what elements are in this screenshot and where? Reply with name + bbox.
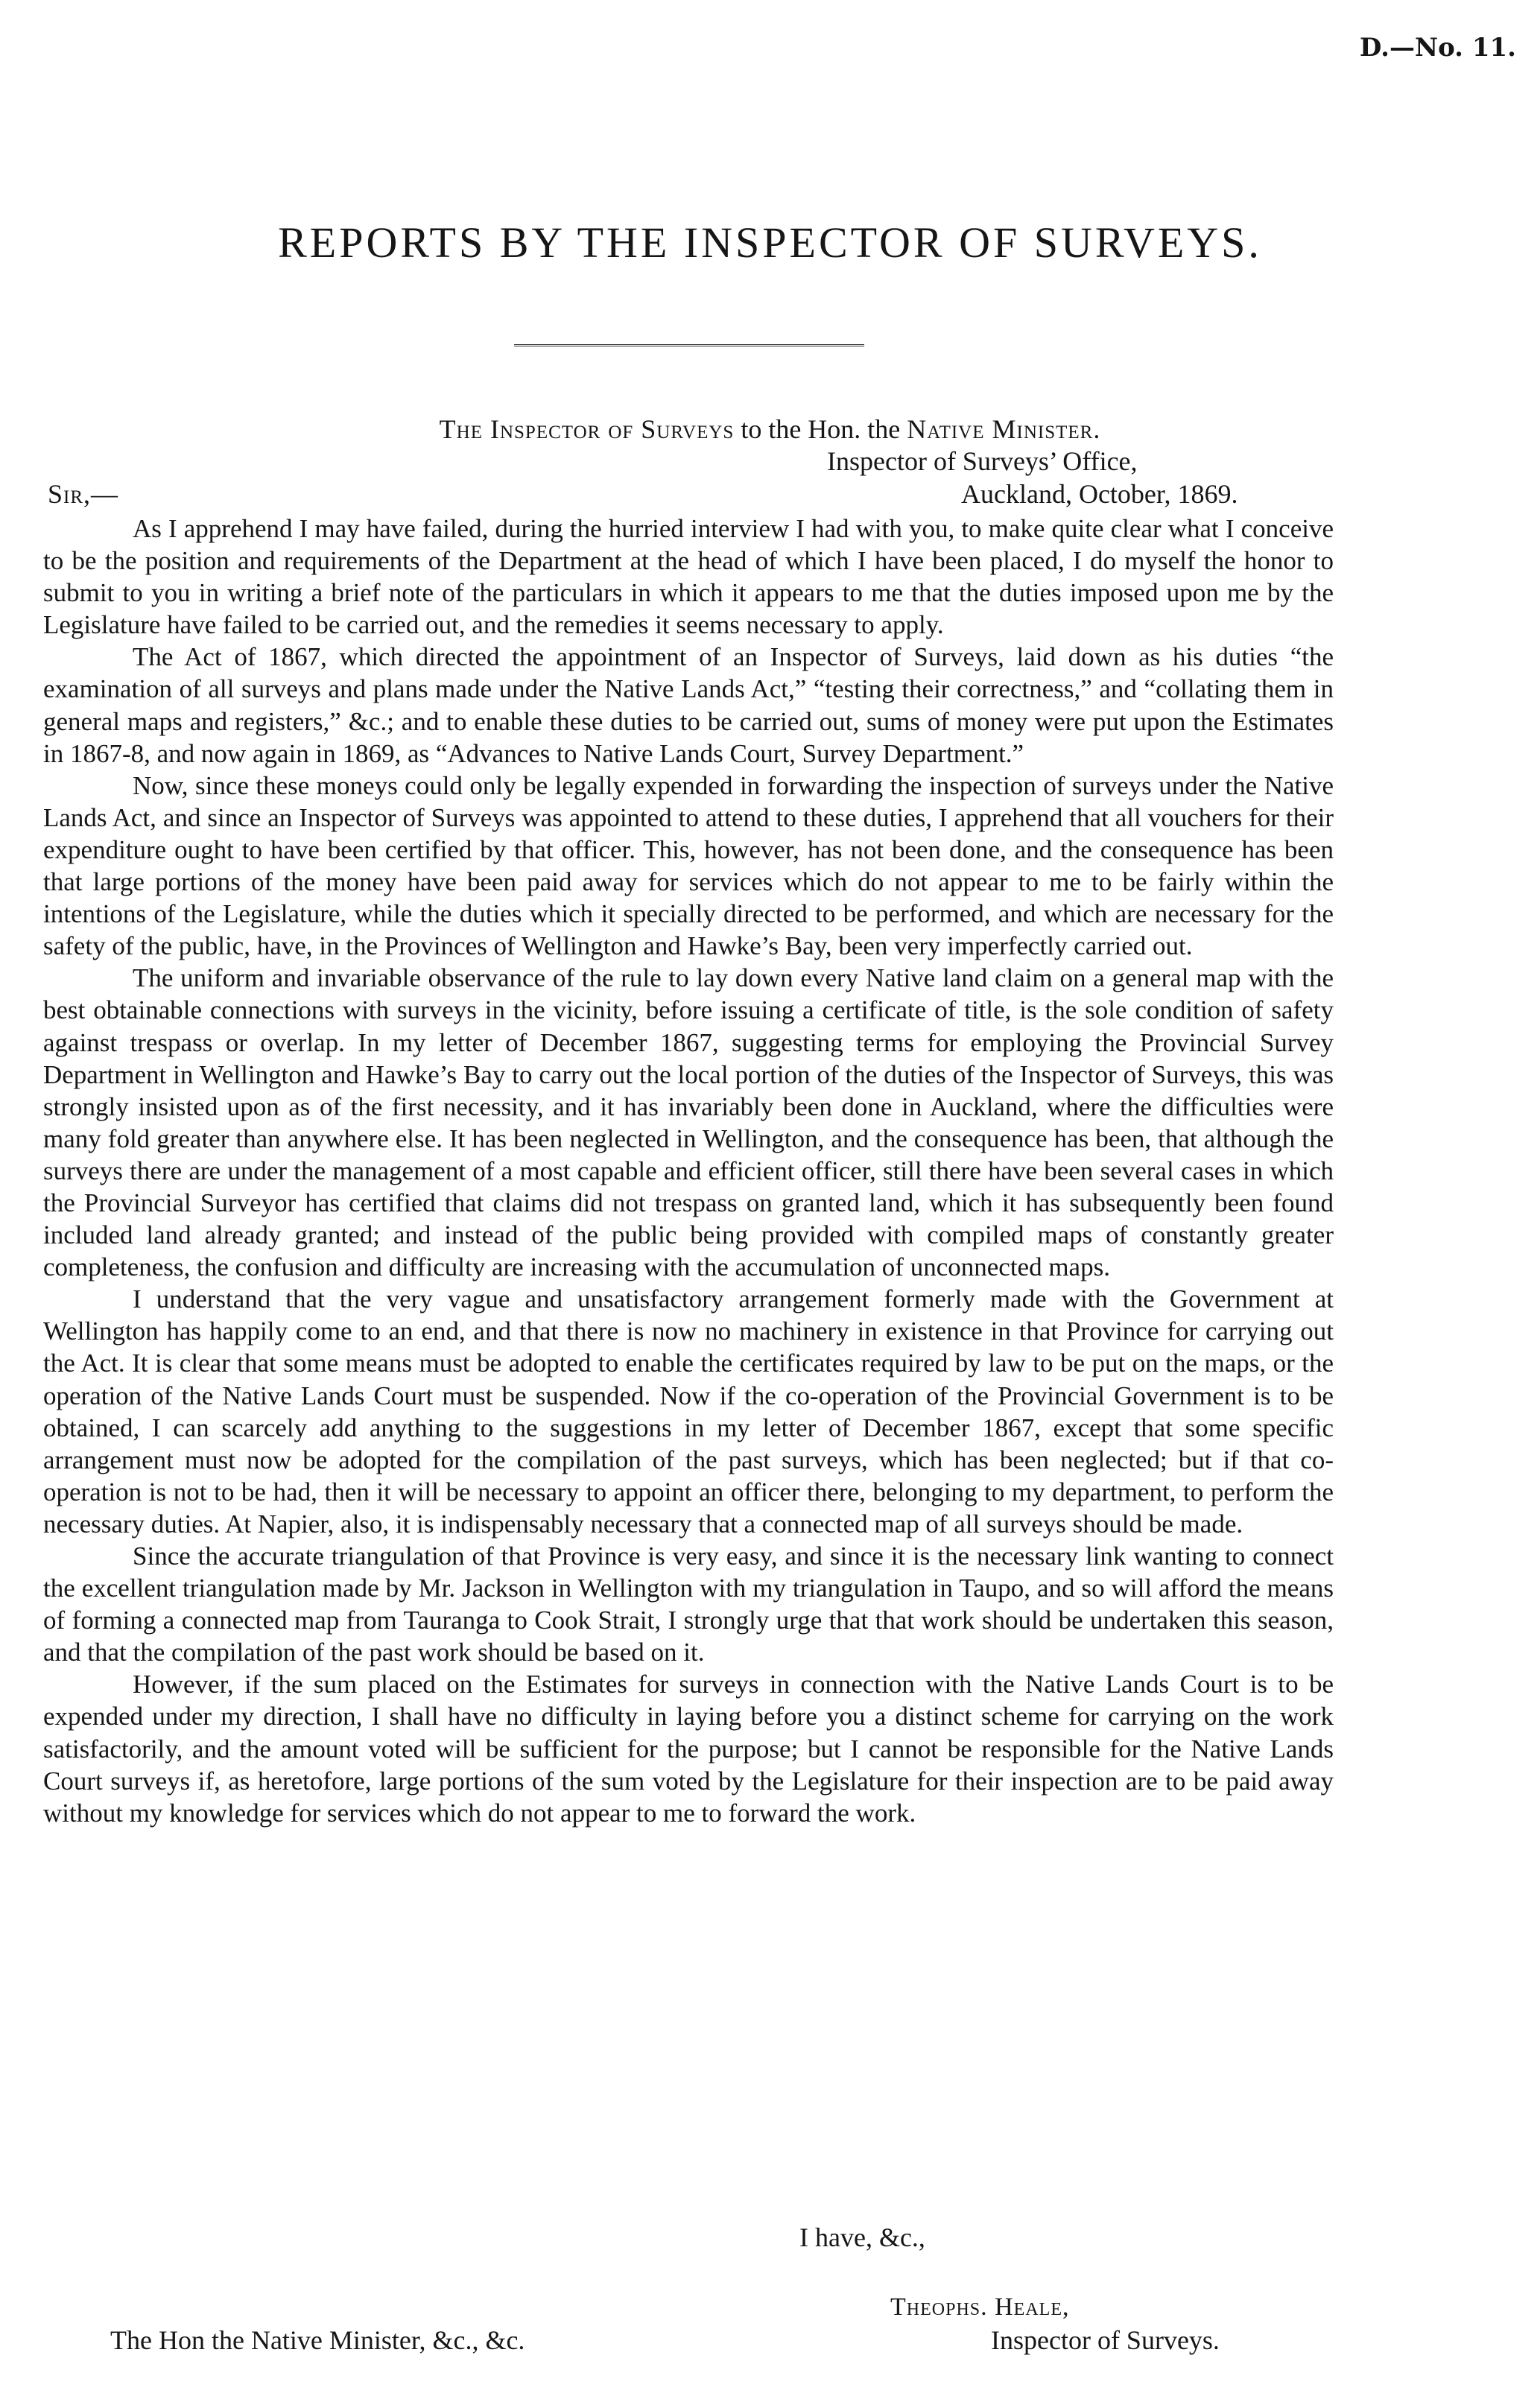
paragraph-3: Now, since these moneys could only be legally expended in forwarding the inspection of surveys under the Native Lands Act, and since an Inspector of Surveys was appointed to attend to these duties, I apprehend that all vouchers for their expenditure ought to have been certified by that officer. This, however, has not been done, and the consequence has been that large portions of the money have been paid away for services which do not appear to me to be fairly within the intentions of the Legislature, while the duties which it specially directed to be performed, and which are necessary for the safety of the public, have, in the Provinces of Wellington and Hawke’s Bay, been very imperfectly carried out.: [43, 770, 1334, 961]
paragraph-6: Since the accurate triangulation of that Province is very easy, and since it is the necessary link wanting to connect the excellent triangulation made by Mr. Jackson in Wellington with my triangulation in Taupo, and so will afford the means of forming a connected map from Tauranga to Cook Strait, I strongly urge that that work should be undertaken this season, and that the compilation of the past work should be based on it.: [43, 1541, 1334, 1667]
letter-to-prefix: to the Hon. the: [741, 414, 901, 444]
recipient: The Hon the Native Minister, &c., &c.: [110, 2325, 525, 2355]
document-title: REPORTS BY THE INSPECTOR OF SURVEYS.: [278, 218, 1262, 267]
signer-title: Inspector of Surveys.: [991, 2325, 1220, 2355]
letter-to: Native Minister.: [907, 414, 1101, 444]
paragraph-1: As I apprehend I may have failed, during the hurried interview I had with you, to make quite clear what I conceive to be the position and requirements of the Department at the head of which I have been placed, I do myself the honor to submit to you in writing a brief note of the particulars in which it appears to me that the duties imposed upon me by the Legislature have failed to be carried out, and the remedies it seems necessary to apply.: [43, 514, 1334, 640]
page-reference: D.—No. 11.: [1359, 33, 1516, 63]
salutation: Sir,—: [48, 479, 119, 509]
sender-address-line-1: Inspector of Surveys’ Office,: [827, 446, 1138, 476]
sender-address-date: Auckland, October, 1869.: [961, 479, 1238, 509]
paragraph-2: The Act of 1867, which directed the appointment of an Inspector of Surveys, laid down as his duties “the examination of all surveys and plans made under the Native Lands Act,” “testing their correctness,” and “collating them in general maps and registers,” &c.; and to enable these duties to be carried out, sums of money were put upon the Estimates in 1867-8, and now again in 1869, as “Advances to Native Lands Court, Survey Department.”: [43, 642, 1334, 768]
paragraph-4: The uniform and invariable observance of the rule to lay down every Native land claim on a general map with the best obtainable connections with surveys in the vicinity, before issuing a certificate of title, is the sole condition of safety against trespass or overlap. In my letter of December 1867, suggesting terms for employing the Provincial Survey Department in Wellington and Hawke’s Bay to carry out the local portion of the duties of the Inspector of Surveys, this was strongly insisted upon as of the first necessity, and it has invariably been done in Auckland, where the difficulties were many fold greater than anywhere else. It has been neglected in Wellington, and the consequence has been, that although the surveys there are under the management of a most capable and efficient officer, still there have been several cases in which the Provincial Surveyor has certified that claims did not trespass on granted land, which it has subsequently been found included land already granted; and instead of the public being provided with compiled maps of constantly greater completeness, the confusion and difficulty are increasing with the accumulation of unconnected maps.: [43, 963, 1334, 1282]
signer-name: Theophs. Heale,: [890, 2293, 1070, 2321]
closing: I have, &c.,: [799, 2222, 925, 2252]
title-divider: [514, 344, 864, 346]
paragraph-7: However, if the sum placed on the Estimates for surveys in connection with the Native Lands Court is to be expended under my direction, I shall have no difficulty in laying before you a distinct scheme for carrying on the work satisfactorily, and the amount voted will be sufficient for the purpose; but I cannot be responsible for the Native Lands Court surveys if, as heretofore, large portions of the sum voted by the Legislature for their inspection are to be paid away without my knowledge for services which do not appear to me to forward the work.: [43, 1670, 1334, 1828]
letter-header: [0, 413, 1540, 445]
letter-body: [43, 513, 1334, 1829]
paragraph-5: I understand that the very vague and unsatisfactory arrangement formerly made with the Government at Wellington has happily come to an end, and that there is now no machinery in existence in that Province for carrying out the Act. It is clear that some means must be adopted to enable the certificates required by law to be put on the maps, or the operation of the Native Lands Court must be suspended. Now if the co-operation of the Provincial Government is to be obtained, I can scarcely add anything to the suggestions in my letter of December 1867, except that some specific arrangement must now be adopted for the compilation of the past surveys, which has been neglected; but if that co-operation is not to be had, then it will be necessary to appoint an officer there, belonging to my department, to perform the necessary duties. At Napier, also, it is indispensably necessary that a connected map of all surveys should be made.: [43, 1284, 1334, 1539]
letter-from: The Inspector of Surveys: [439, 414, 735, 444]
